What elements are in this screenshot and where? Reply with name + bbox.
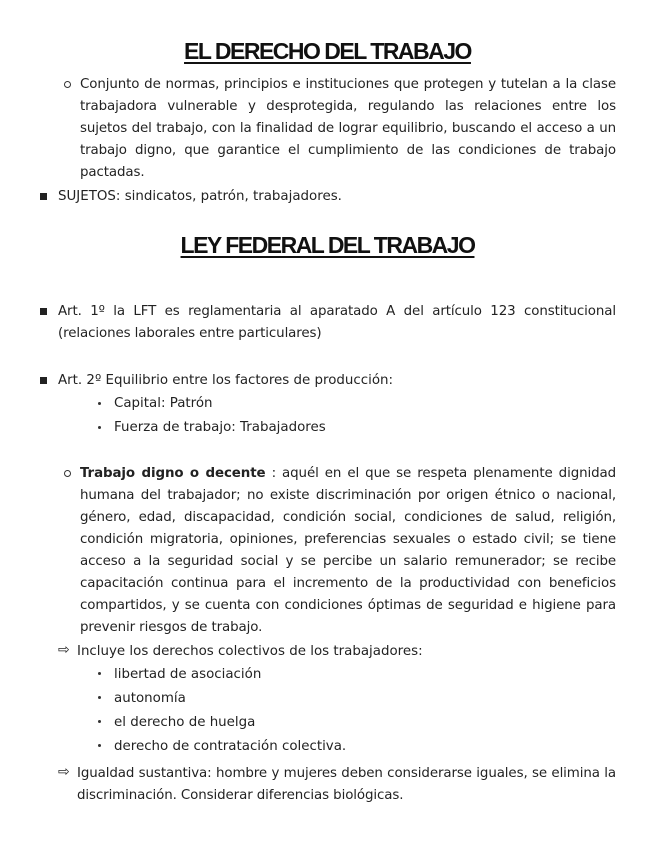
trabajo-digno-paragraph [80, 463, 616, 639]
square-bullet-icon [40, 377, 47, 384]
dot-bullet-icon [98, 402, 101, 405]
trabajo-digno-term: Trabajo digno o decente [80, 466, 266, 481]
art1-paragraph: Art. 1º la LFT es reglamentaria al aparatado A del artículo 123 constitucional (relaciones laborales entre particulares) [58, 304, 616, 341]
dot-bullet-icon [98, 720, 101, 723]
colectivos-intro: Incluye los derechos colectivos de los trabajadores: [77, 644, 423, 659]
factor-item: Fuerza de trabajo: Trabajadores [114, 420, 326, 435]
art2-line: Art. 2º Equilibrio entre los factores de producción: [58, 373, 394, 388]
arrow-right-icon: ⇨ [58, 764, 70, 780]
factor-item: Capital: Patrón [114, 396, 213, 411]
dot-bullet-icon [98, 426, 101, 429]
title-derecho-del-trabajo: EL DERECHO DEL TRABAJO [184, 38, 471, 64]
colectivo-item: autonomía [114, 691, 186, 706]
square-bullet-icon [40, 308, 47, 315]
title-ley-federal-del-trabajo: LEY FEDERAL DEL TRABAJO [180, 232, 475, 258]
square-bullet-icon [40, 193, 47, 200]
dot-bullet-icon [98, 744, 101, 747]
igualdad-paragraph: Igualdad sustantiva: hombre y mujeres deben considerarse iguales, se elimina la discriminación. Considerar diferencias biológicas. [77, 766, 616, 803]
hollow-circle-bullet-icon [64, 81, 71, 88]
arrow-right-icon: ⇨ [58, 642, 70, 658]
sujetos-line: SUJETOS: sindicatos, patrón, trabajadores. [58, 189, 342, 204]
dot-bullet-icon [98, 696, 101, 699]
colectivo-item: libertad de asociación [114, 667, 262, 682]
hollow-circle-bullet-icon [64, 470, 71, 477]
colectivo-item: derecho de contratación colectiva. [114, 739, 347, 754]
colectivo-item: el derecho de huelga [114, 715, 256, 730]
trabajo-digno-text: : aquél en el que se respeta plenamente dignidad humana del trabajador; no existe discriminación por origen étnico o nacional, género, edad, discapacidad, condición social, condiciones de salud, religión, condición migratoria, opiniones, preferencias sexuales o estado civil; se tiene acceso a la seguridad social y se percibe un salario remunerador; se recibe capacitación continua para el incremento de la productividad con beneficios compartidos, y se cuenta con condiciones óptimas de seguridad e higiene para prevenir riesgos de trabajo. [80, 466, 617, 635]
definition-paragraph: Conjunto de normas, principios e instituciones que protegen y tutelan a la clase trabajadora vulnerable y desprotegida, regulando las relaciones entre los sujetos del trabajo, con la finalidad de lograr equilibrio, buscando el acceso a un trabajo digno, que garantice el cumplimiento de las condiciones de trabajo pactadas. [80, 77, 616, 180]
dot-bullet-icon [98, 672, 101, 675]
